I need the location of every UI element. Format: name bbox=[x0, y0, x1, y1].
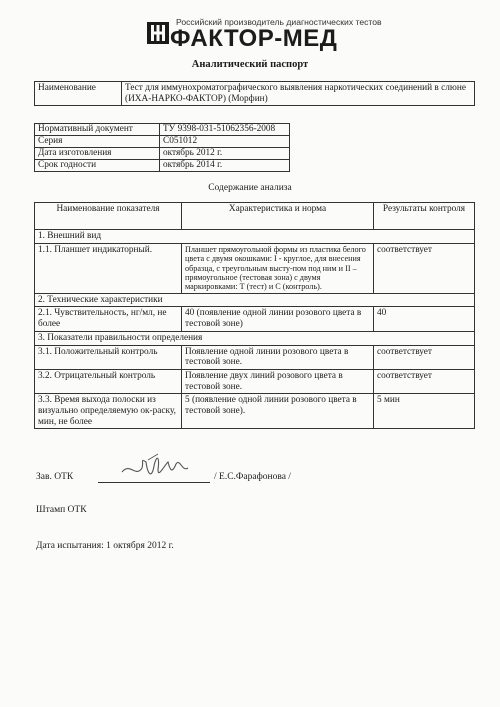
info-value: С051012 bbox=[160, 136, 290, 148]
handwritten-signature bbox=[118, 448, 198, 488]
row-norm: 5 (появление одной линии розового цвета в тестовой зоне). bbox=[182, 394, 374, 429]
row-norm: Планшет прямоугольной формы из пластика белого цвета с двумя окошками: I - круглое, для внесения образца, с треугольным высту-пом под ним и II – прямоугольное (тестовая зона) с двумя маркировками: Т (тест) и С (контроль). bbox=[182, 243, 374, 293]
section-label: 3. Показатели правильности определения bbox=[35, 331, 475, 345]
analysis-title: Содержание анализа bbox=[208, 183, 292, 193]
info-label: Дата изготовления bbox=[35, 148, 160, 160]
info-label: Нормативный документ bbox=[35, 124, 160, 136]
product-value: Тест для иммунохроматографического выявления наркотических соединений в слюне (ИХА-НАРКО-ФАКТОР) (Морфин) bbox=[122, 82, 475, 106]
info-row bbox=[35, 124, 290, 136]
row-result: 5 мин bbox=[374, 394, 475, 429]
row-name: 3.2. Отрицательный контроль bbox=[35, 369, 182, 393]
analysis-header-row bbox=[35, 203, 475, 230]
row-result: соответствует bbox=[374, 345, 475, 369]
info-row bbox=[35, 136, 290, 148]
row-norm: 40 (появление одной линии розового цвета в тестовой зоне) bbox=[182, 307, 374, 331]
section-row bbox=[35, 293, 475, 307]
table-row bbox=[35, 243, 475, 293]
row-norm: Появление одной линии розового цвета в тестовой зоне. bbox=[182, 345, 374, 369]
company-tagline: Российский производитель диагностических тестов bbox=[176, 17, 382, 27]
info-value: октябрь 2014 г. bbox=[160, 160, 290, 172]
stamp-label: Штамп ОТК bbox=[36, 505, 87, 515]
section-row bbox=[35, 230, 475, 244]
info-label: Серия bbox=[35, 136, 160, 148]
analysis-table bbox=[34, 202, 475, 429]
info-row bbox=[35, 148, 290, 160]
table-row bbox=[35, 369, 475, 393]
info-label: Срок годности bbox=[35, 160, 160, 172]
otk-label: Зав. ОТК bbox=[36, 472, 74, 482]
row-result: соответствует bbox=[374, 369, 475, 393]
test-date: Дата испытания: 1 октября 2012 г. bbox=[36, 541, 174, 551]
otk-name: / Е.С.Фарафонова / bbox=[214, 472, 291, 482]
section-row bbox=[35, 331, 475, 345]
row-name: 2.1. Чувствительность, нг/мл, не более bbox=[35, 307, 182, 331]
product-label: Наименование bbox=[35, 82, 122, 106]
product-row bbox=[35, 82, 475, 106]
product-table bbox=[34, 81, 475, 106]
info-value: октябрь 2012 г. bbox=[160, 148, 290, 160]
row-name: 3.3. Время выхода полоски из визуально определяемую ок-раску, мин, не более bbox=[35, 394, 182, 429]
document-title: Аналитический паспорт bbox=[191, 59, 309, 70]
info-row bbox=[35, 160, 290, 172]
row-result: соответствует bbox=[374, 243, 475, 293]
info-table bbox=[34, 123, 290, 172]
section-label: 1. Внешний вид bbox=[35, 230, 475, 244]
section-label: 2. Технические характеристики bbox=[35, 293, 475, 307]
row-name: 1.1. Планшет индикаторный. bbox=[35, 243, 182, 293]
row-norm: Появление двух линий розового цвета в тестовой зоне. bbox=[182, 369, 374, 393]
header-norm: Характеристика и норма bbox=[182, 203, 374, 230]
factor-med-logo-icon bbox=[147, 22, 169, 44]
table-row bbox=[35, 394, 475, 429]
info-value: ТУ 9398-031-51062356-2008 bbox=[160, 124, 290, 136]
row-result: 40 bbox=[374, 307, 475, 331]
table-row bbox=[35, 307, 475, 331]
header-result: Результаты контроля bbox=[374, 203, 475, 230]
row-name: 3.1. Положительный контроль bbox=[35, 345, 182, 369]
header-name: Наименование показателя bbox=[35, 203, 182, 230]
company-brand: ФАКТОР-МЕД bbox=[170, 25, 338, 52]
table-row bbox=[35, 345, 475, 369]
